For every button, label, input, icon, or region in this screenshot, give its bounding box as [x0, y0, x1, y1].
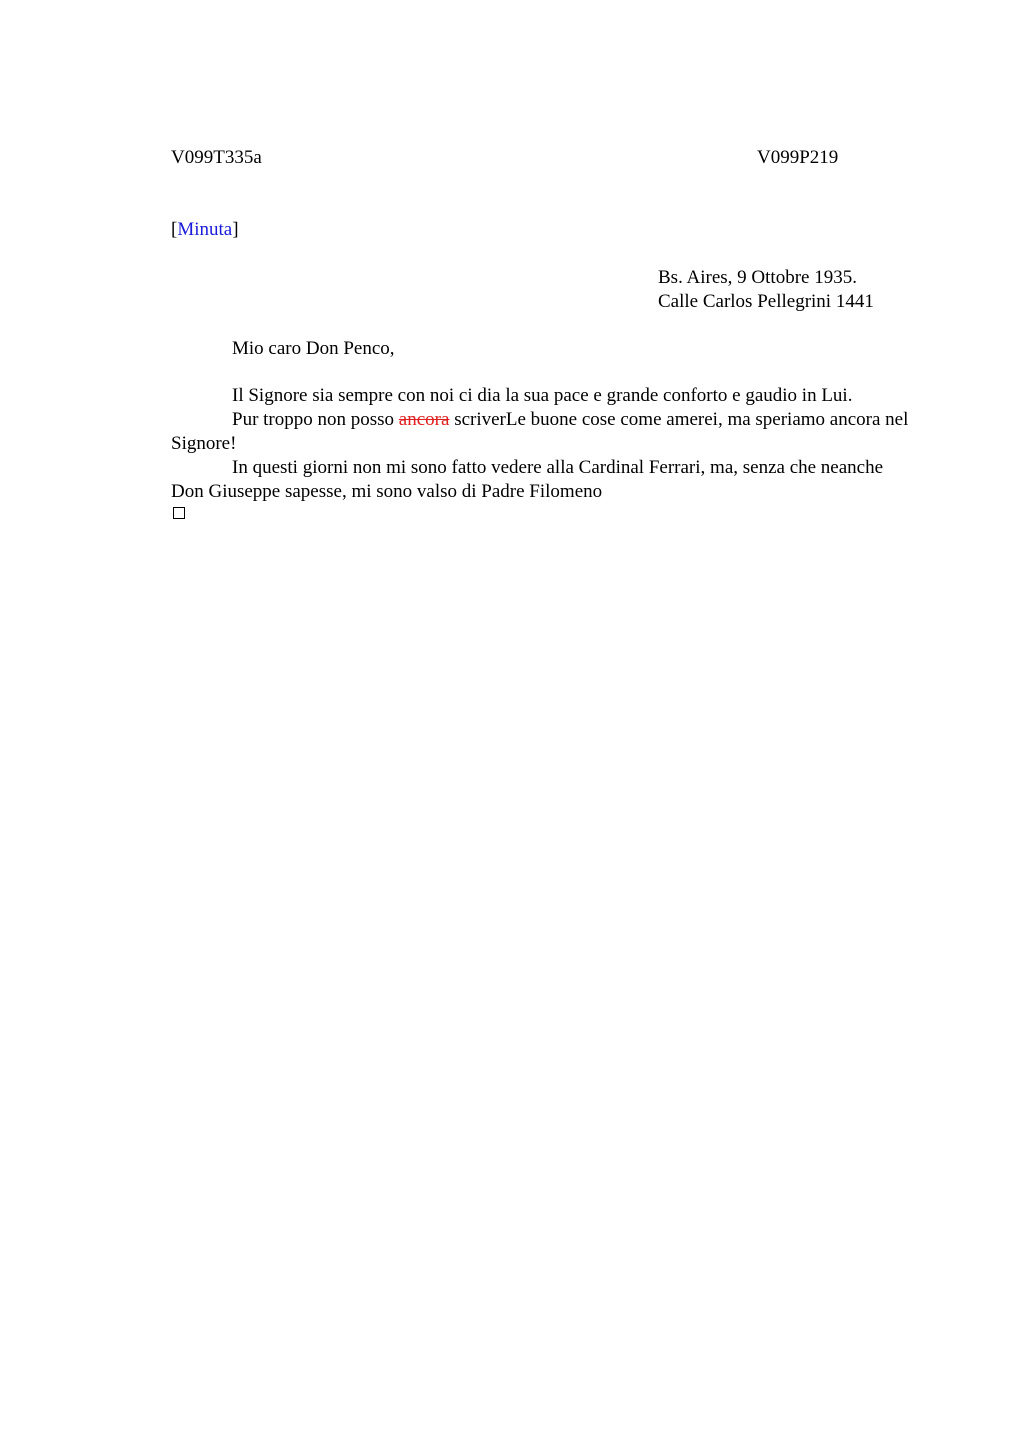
- paragraph-2: [171, 408, 911, 456]
- paragraph-3: In questi giorni non mi sono fatto vedere alla Cardinal Ferrari, ma, senza che neanche Don Giuseppe sapesse, mi sono valso di Padre Filomeno: [171, 457, 884, 502]
- minuta-tag: [171, 218, 239, 242]
- paragraph-2-before: Pur troppo non posso: [232, 409, 399, 430]
- struck-word: ancora: [398, 409, 450, 430]
- paragraph-1: Il Signore sia sempre con noi ci dia la sua pace e grande conforto e gaudio in Lui.: [232, 385, 853, 406]
- paragraph-2-after: scriverLe buone cose come amerei, ma speriamo ancora nel Signore!: [171, 409, 909, 454]
- salutation: Mio caro Don Penco,: [232, 338, 395, 359]
- document-code-left: V099T335a: [171, 147, 262, 168]
- tag-close-bracket: ]: [232, 219, 239, 240]
- letter-body: [171, 384, 911, 504]
- tag-label: Minuta: [177, 219, 233, 240]
- end-marker-box: [173, 507, 185, 519]
- document-code-right: V099P219: [757, 147, 839, 168]
- address-line: Calle Carlos Pellegrini 1441: [658, 291, 874, 312]
- tag-open-bracket: [: [171, 219, 178, 240]
- date-line: Bs. Aires, 9 Ottobre 1935.: [658, 267, 857, 288]
